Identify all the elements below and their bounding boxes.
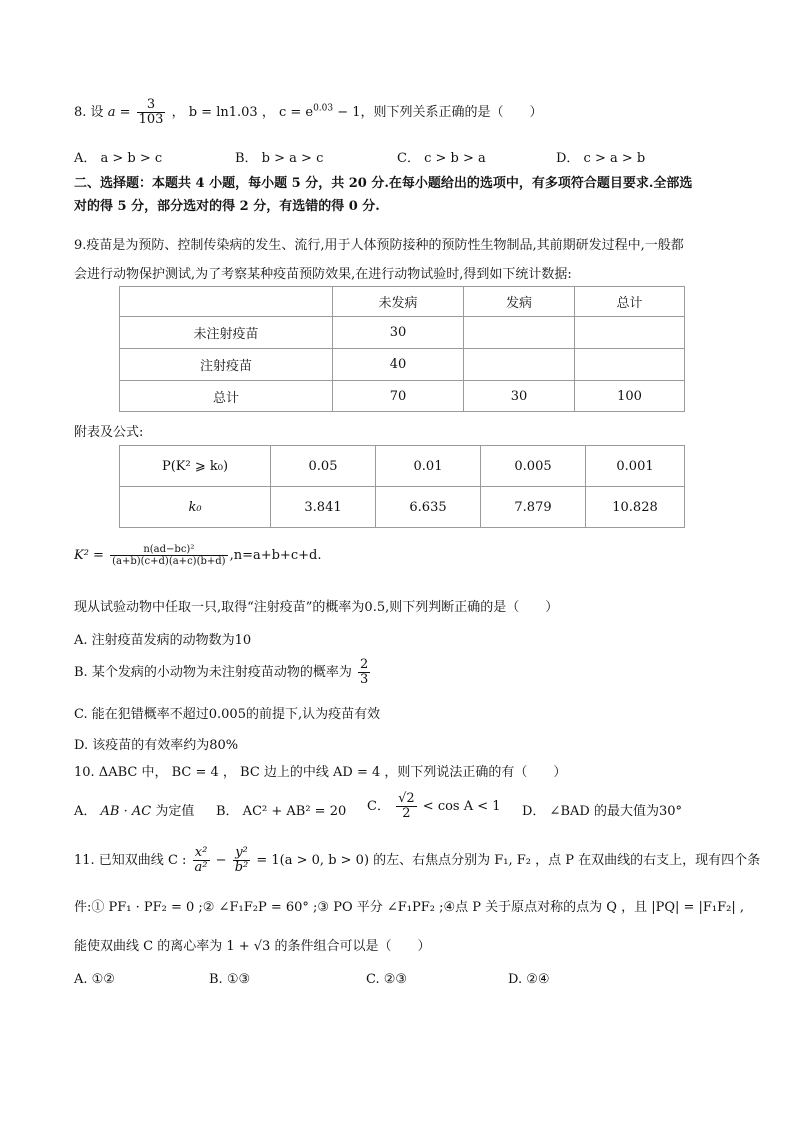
q11-stem-line3: 能使双曲线 C 的离心率为 1 + √3 的条件组合可以是（ ） — [74, 939, 431, 954]
table-cell: 7.879 — [481, 487, 586, 528]
q9-stem-line1: 9.疫苗是为预防、控制传染病的发生、流行,用于人体预防接种的预防性生物制品,其前期研发过程中,一般都 — [74, 238, 684, 253]
q9-option-b-denominator: 3 — [359, 672, 369, 687]
q11-x-denominator: a² — [194, 860, 208, 875]
q8-a-fraction — [137, 98, 166, 127]
q8-prefix: 8. 设 — [74, 105, 104, 120]
q9-option-a[interactable]: A. 注射疫苗发病的动物数为10 — [74, 633, 252, 648]
q11-minus: − — [215, 853, 227, 868]
q8-option-a[interactable]: A． a > b > c — [74, 151, 163, 166]
q8-option-c[interactable]: C． c > b > a — [397, 151, 486, 166]
q10-option-a-label: A． — [74, 804, 97, 819]
table-row — [120, 349, 685, 381]
q11-option-a[interactable]: A. ①② — [74, 972, 115, 987]
q8-c-exponent: 0.03 — [313, 103, 334, 114]
q9-stem-line2: 会进行动物保护测试,为了考察某种疫苗预防效果,在进行动物试验时,得到如下统计数据: — [74, 267, 572, 282]
table-row — [120, 446, 685, 487]
q11-option-c[interactable]: C. ②③ — [366, 972, 408, 987]
q10-option-a[interactable] — [74, 800, 194, 819]
q10-stem: 10. ΔABC 中， BC = 4 ， BC 边上的中线 AD = 4 ，则下列说法正确的有（ ） — [74, 765, 567, 780]
table-cell: 30 — [333, 317, 464, 349]
table-row-label: k₀ — [120, 487, 271, 528]
table-cell — [575, 317, 685, 349]
table-cell: 70 — [333, 381, 464, 412]
table-row — [120, 317, 685, 349]
q10-option-c-fraction — [396, 792, 417, 821]
q9-critical-value-table — [119, 445, 685, 528]
q10-option-a-expression: AB · AC — [100, 804, 152, 819]
q9-formula — [74, 544, 321, 567]
table-cell: 0.01 — [376, 446, 481, 487]
q8-a-numerator: 3 — [137, 98, 166, 113]
table-row-label: 注射疫苗 — [120, 349, 333, 381]
q9-option-b-fraction — [358, 658, 370, 687]
table-row-label: P(K² ⩾ k₀) — [120, 446, 271, 487]
q8-a-def: a = — [107, 105, 131, 120]
q10-option-b[interactable]: B． AC² + AB² = 20 — [216, 804, 347, 819]
section-2-heading-line2: 对的得 5 分，部分选对的得 2 分，有选错的得 0 分. — [74, 199, 380, 214]
q10-option-c-label: C． — [367, 799, 390, 814]
q11-y-fraction — [233, 846, 251, 875]
q8-a-denominator: 103 — [138, 112, 164, 127]
table-cell: 3.841 — [271, 487, 376, 528]
q8-c-tail: − 1，则下列关系正确的是（ ） — [337, 105, 543, 120]
q10-option-c-numerator: √2 — [398, 791, 415, 806]
formula-lhs: K² = — [74, 548, 104, 563]
table-row — [120, 287, 685, 317]
formula-numerator: n(ad−bc)² — [110, 544, 227, 556]
q8-option-b[interactable]: B． b > a > c — [235, 151, 324, 166]
table-cell: 0.001 — [586, 446, 685, 487]
q8-c-def: ， c = e — [261, 105, 314, 120]
q9-option-c[interactable]: C. 能在犯错概率不超过0.005的前提下,认为疫苗有效 — [74, 707, 381, 722]
table-cell: 0.005 — [481, 446, 586, 487]
table-cell — [120, 287, 333, 317]
table-header-not-ill: 未发病 — [333, 287, 464, 317]
q9-option-b[interactable] — [74, 658, 372, 687]
q8-b-def: ， b = ln1.03 — [171, 105, 258, 120]
q11-x-fraction — [193, 846, 210, 875]
table-cell: 40 — [333, 349, 464, 381]
table-cell — [464, 317, 575, 349]
table-cell: 0.05 — [271, 446, 376, 487]
q9-option-b-numerator: 2 — [359, 657, 369, 672]
table-cell: 30 — [464, 381, 575, 412]
table-cell: 6.635 — [376, 487, 481, 528]
q11-option-b[interactable]: B. ①③ — [209, 972, 251, 987]
table-cell: 100 — [575, 381, 685, 412]
table-cell — [575, 349, 685, 381]
q9-option-d[interactable]: D. 该疫苗的有效率约为80% — [74, 738, 239, 753]
q11-option-d[interactable]: D. ②④ — [508, 972, 550, 987]
q11-stem-line1 — [74, 846, 760, 875]
q10-option-d[interactable]: D． ∠BAD 的最大值为30° — [522, 804, 682, 819]
q9-question: 现从试验动物中任取一只,取得“注射疫苗”的概率为0.5,则下列判断正确的是（ ） — [74, 600, 559, 615]
table-cell: 10.828 — [586, 487, 685, 528]
q8-option-d[interactable]: D． c > a > b — [556, 151, 646, 166]
q11-prefix: 11. 已知双曲线 C : — [74, 853, 187, 868]
table-row — [120, 487, 685, 528]
q11-stem-line2: 件:① PF₁ · PF₂ = 0 ;② ∠F₁F₂P = 60° ;③ PO 平分 ∠F₁PF₂ ;④点 P 关于原点对称的点为 Q ，且 |PQ| = |F₁F₂| , — [74, 900, 745, 915]
table-cell — [464, 349, 575, 381]
q9-statistics-table — [119, 286, 685, 412]
formula-denominator: (a+b)(c+d)(a+c)(b+d) — [112, 556, 226, 567]
q11-x-numerator: x² — [193, 846, 210, 861]
table-row — [120, 381, 685, 412]
table-header-ill: 发病 — [464, 287, 575, 317]
question-8 — [74, 98, 543, 127]
table-row-label: 未注射疫苗 — [120, 317, 333, 349]
q9-option-b-text: B. 某个发病的小动物为未注射疫苗动物的概率为 — [74, 665, 352, 680]
table-row-label: 总计 — [120, 381, 333, 412]
section-2-heading-line1: 二、选择题：本题共 4 小题，每小题 5 分，共 20 分.在每小题给出的选项中，有多项符合题目要求.全部选 — [74, 176, 693, 191]
q10-option-c-denominator: 2 — [402, 806, 411, 821]
table-header-total: 总计 — [575, 287, 685, 317]
formula-fraction — [110, 544, 227, 567]
q10-option-a-tail: 为定值 — [155, 804, 195, 819]
q9-appendix-label: 附表及公式: — [74, 425, 144, 440]
q11-tail1: = 1(a > 0, b > 0) 的左、右焦点分别为 F₁, F₂ ，点 P 在双曲线的右支上，现有四个条 — [256, 853, 761, 868]
q10-option-c[interactable] — [367, 792, 501, 821]
q10-option-c-tail: < cos A < 1 — [422, 799, 501, 814]
formula-tail: ,n=a+b+c+d. — [229, 548, 322, 563]
q11-y-numerator: y² — [233, 846, 251, 861]
q11-y-denominator: b² — [234, 860, 249, 875]
